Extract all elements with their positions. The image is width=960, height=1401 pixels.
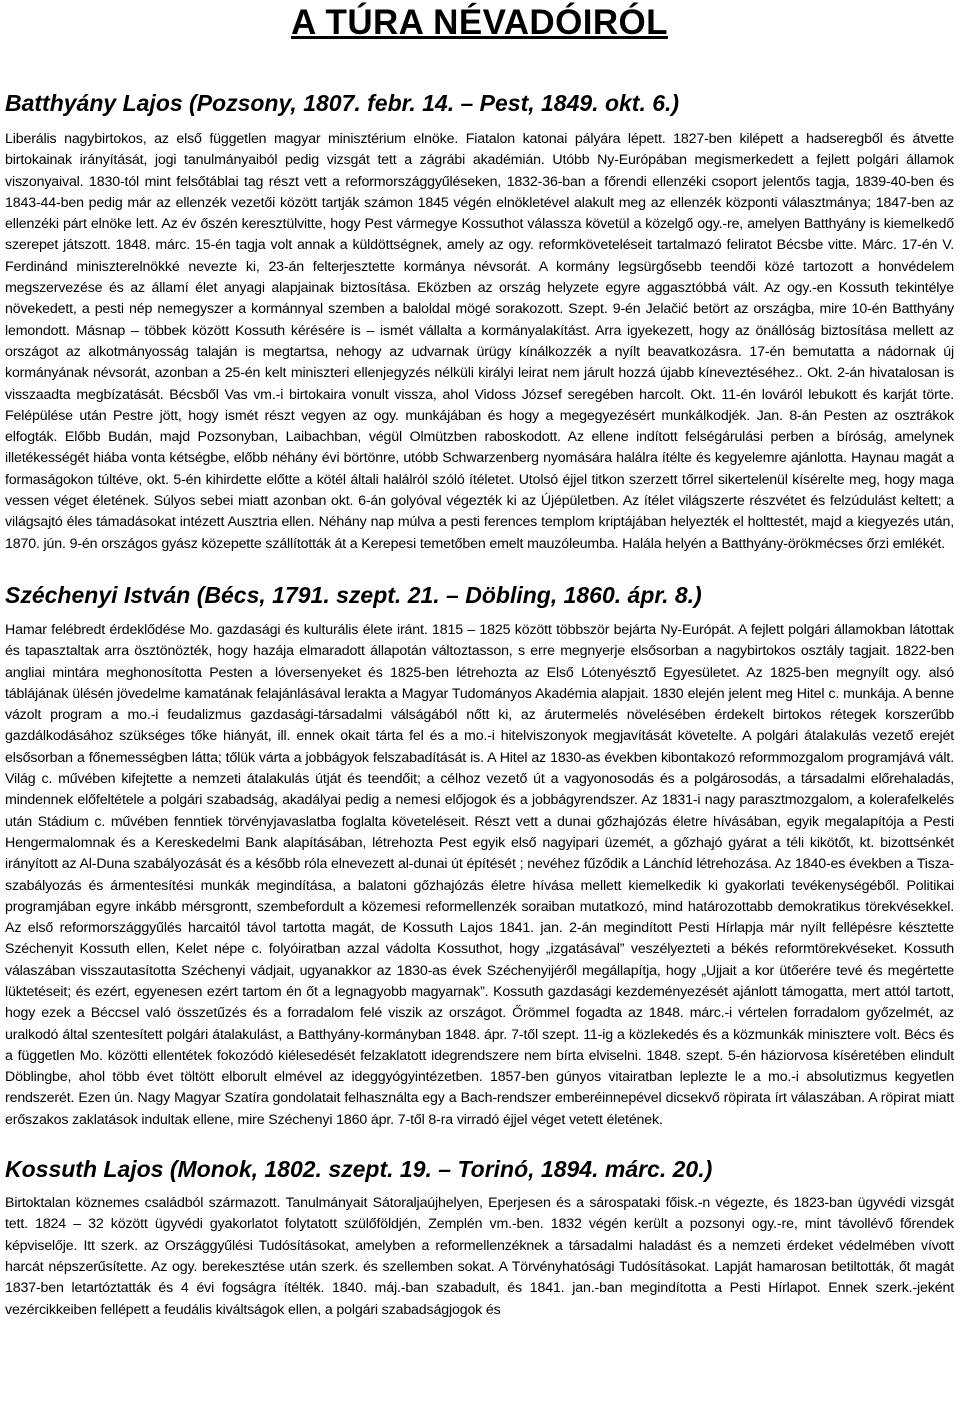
biography-batthyany: Liberális nagybirtokos, az első független magyar minisztérium elnöke. Fiatalon katonai pályára lépett. 1827-ben kilépett a hadseregből és átvette birtokainak irányítását, jogi tanulmányaiból pedig vizsgát tett a zágrábi akadémián. Utóbb Ny-Európában megismerkedett a fejlett polgári államok viszonyaival. 1830-tól mint felsőtáblai tag részt vett a reformországgyűléseken, 1832-36-ban a főrendi ellenzéki csoport jelentős tagja, 1839-40-ben és 1843-44-ben pedig már az ellenzék vezetői között tartják számon 1845 végén elnökletével alakult meg az ellenzék központi választmánya; 1847-ben az ellenzéki párt elnöke lett. Az év őszén keresztülvitte, hogy Pest vármegye Kossuthot válassza követül a közelgő ogy.-re, amelyen Batthyány is kiemelkedő szerepet játszott. 1848. márc. 15-én tagja volt annak a küldöttségnek, amely az ogy. reformköveteléseit tartalmazó feliratot Bécsbe vitte. Márc. 17-én V. Ferdinánd miniszterelnökké nevezte ki, 23-án felterjesztette kormánya névsorát. A kormány legsürgősebb teendői közé tartozott a honvédelem megszervezése és az államí élet anyagi alapjainak biztosítása. Eközben az ország helyzete egyre aggasztóbbá vált. Az ogy.-en Kossuth tekintélye növekedett, a pesti nép nemegyszer a kormánnyal szemben a baloldal mögé sorakozott. Szept. 9-én Jelačić betört az országba, mire 10-én Batthyány lemondott. Másnap – többek között Kossuth kérésére is – ismét vállalta a kormányalakítást. Arra igyekezett, hogy az önállóság biztosítása mellett az országot az alkotmányosság talaján is megtartsa, nehogy az udvarnak ürügy kínálkozzék a nyílt beavatkozásra. 17-én bemutatta a nádornak új kormányának névsorát, azonban a 25-én kelt miniszteri ellenjegyzés nélküli királyi leirat nem járult hozzá újabb kíneveztéséhez.. Okt. 2-án hivatalosan is visszaadta megbízatását. Bécsből Vas vm.-i birtokaira vonult vissza, ahol Vidoss József seregében harcolt. Okt. 11-én lováról lebukott és karját törte. Felépülése után Pestre jött, hogy ismét részt vegyen az ogy. munkájában és hogy a megegyezésért munkálkodjék. Jan. 8-án Pesten az osztrákok elfogták. Előbb Budán, majd Pozsonyban, Laibachban, végül Olmützben raboskodott. Az ellene indított felségárulási perben a bíróság, amelynek illetékességét hiába vonta kétségbe, előbb néhány évi börtönre, utóbb Schwarzenberg nyomására halálra ítélte és kegyelemre ajánlotta. Haynau magát a formaságokon túltéve, okt. 5-én kihirdette előtte a kötél általi halálról szóló ítéletet. Utolsó éjjel titkon szerzett tőrrel sikertelenül kísérelte meg, hogy maga vessen véget életének. Súlyos sebei miatt azonban okt. 6-án golyóval végezték ki az Újépületben. Az ítélet világszerte részvétet és felzúdulást keltett; a világsajtó éles támadásokat intézett Ausztria ellen. Néhány nap múlva a pesti ferences templom kriptájában helyezték el holttestét, majd a kiegyezés után, 1870. jún. 9-én országos gyász közepette szállították át a Kerepesi temetőben emelt mauzóleumba. Halála helyén a Batthyány-örökmécses őrzi emlékét. [5,131,954,552]
biography-szechenyi: Hamar felébredt érdeklődése Mo. gazdasági és kulturális élete iránt. 1815 – 1825 között többször bejárta Ny-Európát. A fejlett polgári államokban látottak és tapasztaltak arra ösztönözték, hogy hazája elmaradott állapotán változtasson, s erre megnyerje elsősorban a nagybirtokos osztály tagjait. 1822-ben angliai mintára meghonosította Pesten a lóversenyeket és 1825-ben létrehozta az Első Lótenyésztő Egyesületet. Az 1825-ben megnyílt ogy. alsó táblájának ülésén jövedelme kamatának felajánlásával lerakta a Magyar Tudományos Akadémia alapjait. 1830 elején jelent meg Hitel c. munkája. A benne vázolt program a mo.-i feudalizmus gazdasági-társadalmi válságából nőtt ki, az árutermelés növelésében érdekelt birtokos rétegek korszerűbb gazdálkodásához szükséges tőke hiányát, ill. ennek okait tárta fel és a mo.-i hitelviszonyok megjavítását követelte. A polgári átalakulás vezető erejét elsősorban a főnemességben látta; tőlük várta a jobbágyok felszabadítását is. A Hitel az 1830-as években kibontakozó reformmozgalom programjává vált. Világ c. művében kifejtette a nemzeti átalakulás útját és teendőit; a célhoz vezető út a vagyonosodás és a polgárosodás, a társadalmi előrehaladás, mindennek előfeltétele a polgári szabadság, akadályai pedig a nemesi előjogok és a jobbágyrendszer. Az 1831-i nagy parasztmozgalom, a kolerafelkelés után Stádium c. művében fenntiek törvényjavaslatba foglalta követeléseit. Részt vett a dunai gőzhajózás életre hívásában, egyik megalapítója a Pesti Hengermalomnak és a Kereskedelmi Bank alapításában, létrehozta Pest egyik első nagyipari üzemét, a gőzhajó gyárat a téli kikötőt, kt. bizottsénkét irányított az Al-Duna szabályozását és a később róla elnevezett al-dunai út építését ; nevéhez fűződik a Lánchíd létrehozása. Az 1840-es években a Tisza-szabályozás és ármentesítési munkák megindítása, a balatoni gőzhajózás életre hívása mellett kiemelkedik ki gyakorlati tevékenységéből. Politikai programjában egyre inkább mérsgrontt, szembefordult a közemesi reformellenzék soraiban mutatkozó, mind határozottabb demokratikus törekvésekkel. Az első reformországgyűlés harcaitól távol tartotta magát, de Kossuth Lajos 1841. jan. 2-án megindított Pesti Hírlapja már nyílt fellépésre késztette Széchenyit Kossuth ellen, Kelet népe c. folyóiratban azzal vádolta Kossuthot, hogy „izgatásával” veszélyezteti a békés reformtörekvéseket. Kossuth válaszában visszautasította Széchenyi vádjait, ugyanakkor az 1830-as évek Széchenyijéről megállapítja, hogy „Ujjait a kor ütőerére tevé és megértette lüktetéseit; és ezért, egyenesen ezért tartom én őt a legnagyobb magyarnak”. Kossuth gazdasági kezdeményezését ajánlott támogatta, mert attól tartott, hogy ezek a Béccsel való összetűzés és a forradalom felé viszik az országot. Őrömmel fogadta az 1848. márc.-i vértelen forradalom győzelmét, az uralkodó által szentesített polgári átalakulást, a Batthyány-kormányban 1848. ápr. 7-től szept. 11-ig a közlekedés és a közmunkák minisztere volt. Bécs és a független Mo. közötti ellentétek fokozódó kiélesedését felzaklatott idegrendszere nem bírta elviselni. 1848. szept. 5-én háziorvosa kíséretében elindult Döblingbe, ahol több évet töltött elborult elmével az ideggyógyintézetben. 1857-ben gúnyos vitairatban leplezte le a mo.-i absolutizmus kegyetlen rendszerét. Ezen ún. Nagy Magyar Szatíra gondolatait felhasználta egy a Bach-rendszer emberéinnepével dicsekvő röpirata írt válaszában. A röpirat miatt erőszakos zaklatások indultak ellene, mire Széchenyi 1860 ápr. 7-től 8-ra virradó éjjel véget vetett életének. [5,621,954,1128]
document-title: A TÚRA NÉVADÓIRÓL [291,3,668,42]
biography-kossuth: Birtoktalan köznemes családból származott. Tanulmányait Sátoraljaújhelyen, Eperjesen és a sárospataki főisk.-n végezte, és 1823-ban ügyvédi vizsgát tett. 1824 – 32 között ügyvédi gyakorlatot folytatott szülőföldjén, Zemplén vm.-ben. 1832 végén került a pozsonyi ogy.-re, mint távollévő főrendek képviselője. Itt szerk. az Országgyűlési Tudósításokat, amelyben a reformellenzéknek a társadalmi haladást és a nemzeti érdeket védelmében vívott harcát népszerűsítette. Az ogy. berekesztése után szerk. és szellemben sokat. A Törvényhatósági Tudósításokat. Lapját hamarosan betiltották, őt magát 1837-ben letartóztatták és 4 évi fogságra ítélték. 1840. máj.-ban szabadult, és 1841. jan.-ban megindította a Pesti Hírlapot. Ennek szerk.-jeként vezércikkeiben fellépett a feudális kiváltságok ellen, a polgári szabadságjogok és [5,1195,954,1318]
section-heading-batthyany: Batthyány Lajos (Pozsony, 1807. febr. 14. – Pest, 1849. okt. 6.) [5,90,680,116]
section-heading-kossuth: Kossuth Lajos (Monok, 1802. szept. 19. – Torinó, 1894. márc. 20.) [5,1156,713,1183]
section-heading-szechenyi: Széchenyi István (Bécs, 1791. szept. 21. – Döbling, 1860. ápr. 8.) [5,581,702,608]
